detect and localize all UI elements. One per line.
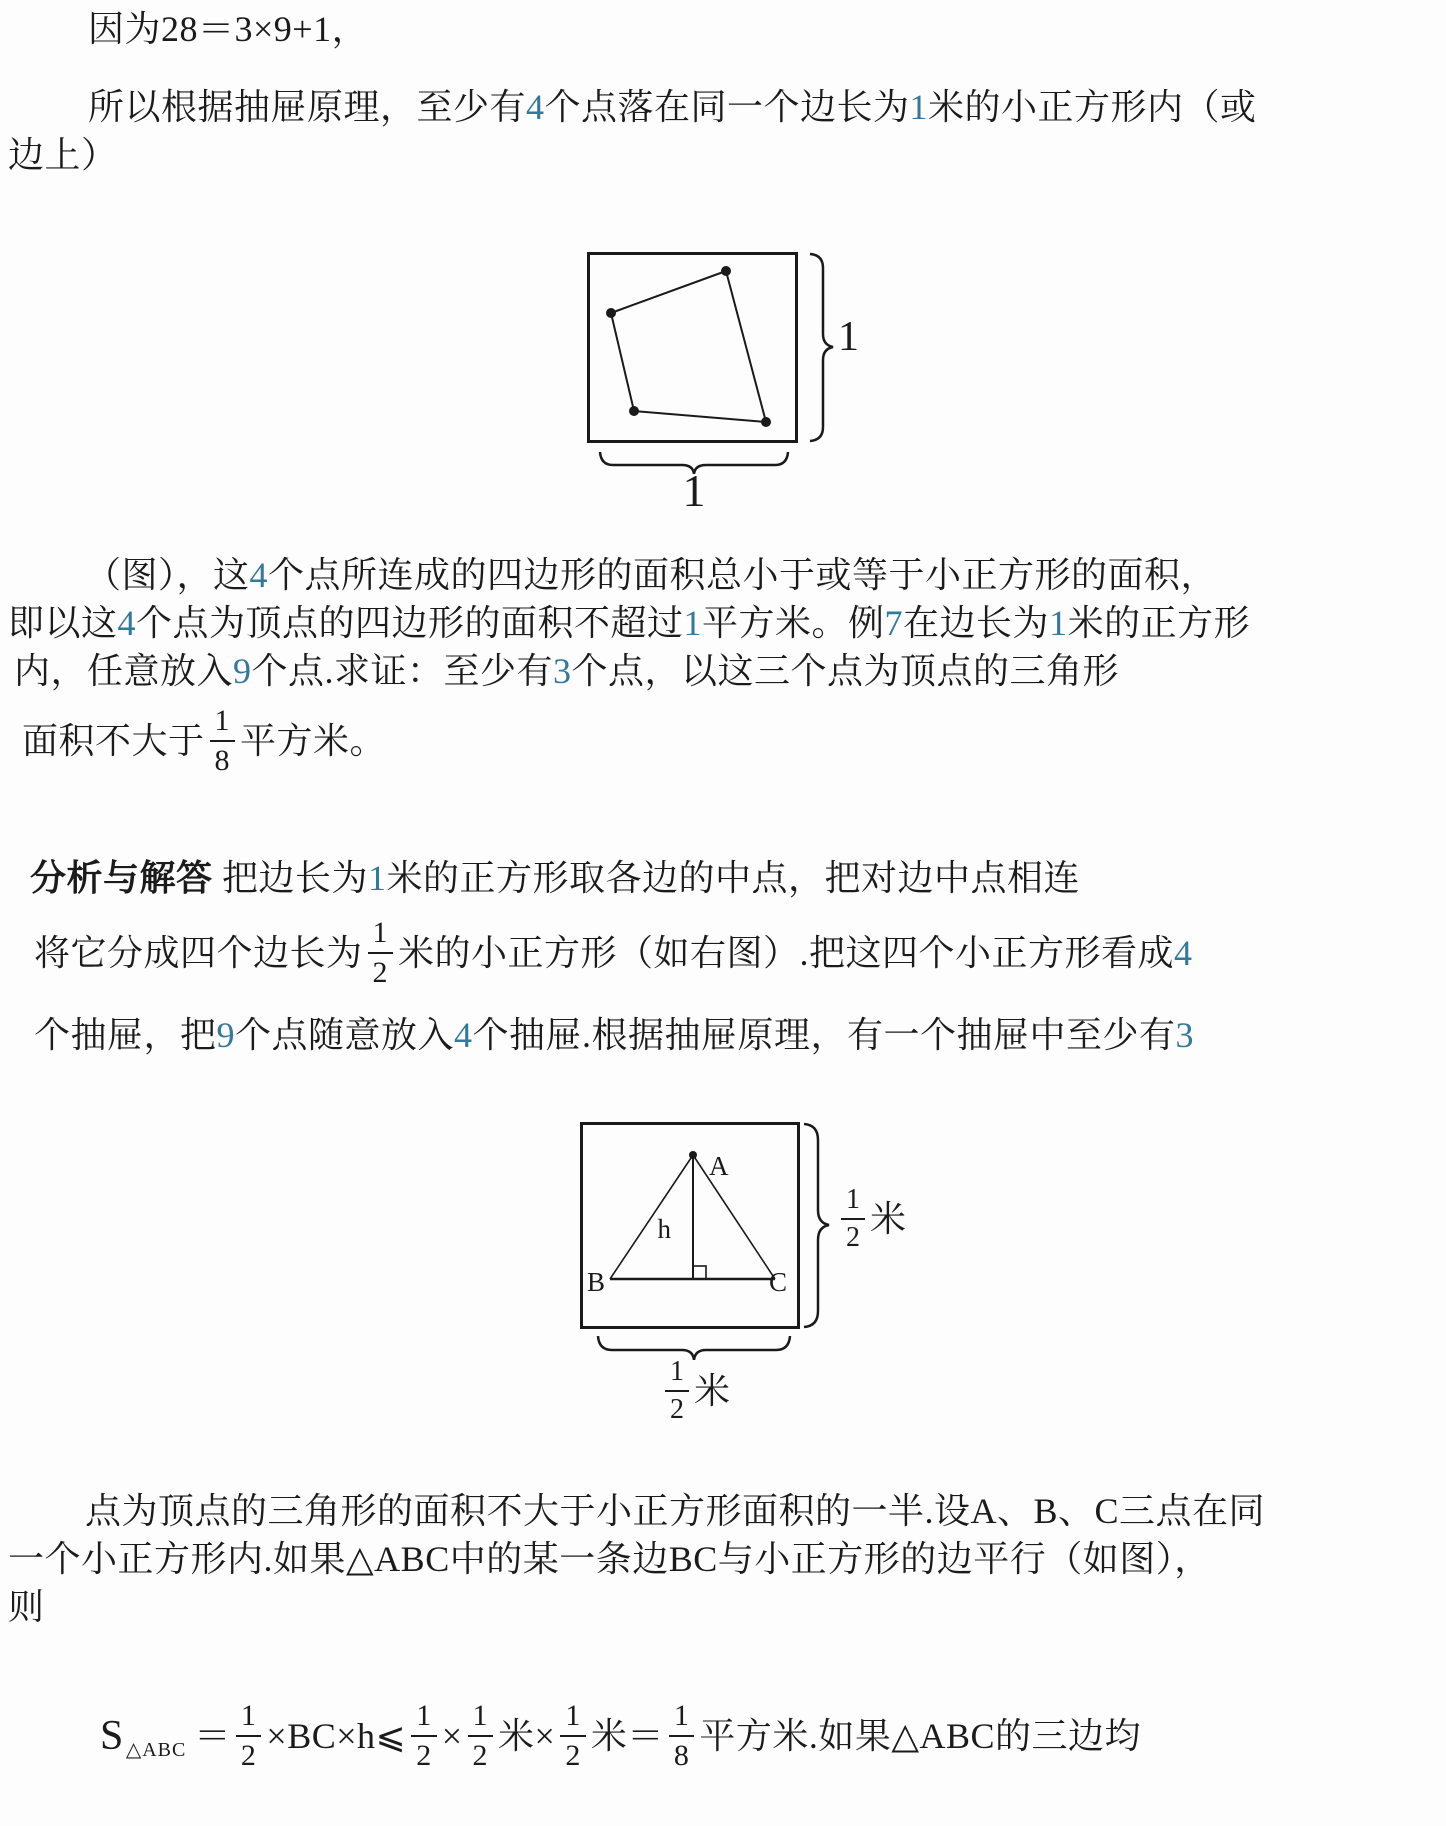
fraction <box>468 1701 494 1771</box>
text-run: 米的小正方形内（或 <box>928 87 1257 127</box>
text-run: 所以根据抽屉原理，至少有 <box>88 87 527 127</box>
text-run: 边上） <box>8 135 118 175</box>
quad-point-bottom-right <box>761 417 771 427</box>
fig2-bottom-fraction <box>665 1358 689 1424</box>
text-run: 把边长为 <box>212 858 369 898</box>
text-run: 面积不大于 <box>22 721 205 761</box>
text-run: ×BC×h⩽ <box>266 1716 407 1756</box>
para2-line4 <box>22 700 386 782</box>
fraction-numerator: 1 <box>372 916 389 949</box>
fig2-side-frac-num: 1 <box>846 1184 860 1215</box>
text-run: 因为28＝3×9+1， <box>88 9 369 49</box>
para3-line3 <box>8 1584 45 1630</box>
text-run: 一个小正方形内.如果△ABC中的某一条边BC与小正方形的边平行（如图）， <box>8 1539 1211 1579</box>
text-run: 个点随意放入 <box>235 1015 455 1055</box>
fraction-numerator: 1 <box>240 1699 257 1732</box>
triangle-side-ac <box>693 1155 775 1279</box>
text-run: 平方米。例 <box>702 603 885 643</box>
fraction-denominator: 8 <box>669 1735 695 1771</box>
highlighted-number: 3 <box>553 651 572 691</box>
square-outline <box>587 252 798 443</box>
highlighted-number: 3 <box>1175 1015 1195 1055</box>
label-height-h: h <box>657 1214 671 1244</box>
text-run: 个点.求证：至少有 <box>251 651 554 691</box>
quadrilateral-drawing <box>590 255 795 440</box>
fraction <box>236 1701 262 1771</box>
text-run: 个点所连成的四边形的面积总小于或等于小正方形的面积， <box>268 555 1218 595</box>
text-run: 则 <box>8 1587 45 1627</box>
text-run: 个点，以这三个点为顶点的三角形 <box>571 651 1120 691</box>
fraction-denominator: 2 <box>560 1735 586 1771</box>
text-run: 个抽屉，把 <box>34 1015 217 1055</box>
text-run: × <box>441 1716 463 1756</box>
highlighted-number: 1 <box>1049 603 1068 643</box>
fraction <box>411 1701 437 1771</box>
para3-line1 <box>85 1488 1265 1534</box>
fraction <box>210 706 236 776</box>
text-run: 米的小正方形（如右图）.把这四个小正方形看成 <box>398 933 1175 973</box>
text-run: 个点落在同一个边长为 <box>544 87 910 127</box>
right-brace-fig2 <box>802 1122 830 1329</box>
fraction-denominator: 2 <box>468 1735 494 1771</box>
fig2-bottom-unit: 米 <box>693 1371 730 1411</box>
label-vertex-a: A <box>709 1151 729 1181</box>
fraction-denominator: 2 <box>236 1735 262 1771</box>
quad-point-left <box>606 308 616 318</box>
fig2-side-length-label <box>836 1186 906 1252</box>
quad-point-bottom-left <box>629 406 639 416</box>
highlighted-number: 4 <box>526 87 545 127</box>
highlighted-number: 4 <box>249 555 269 595</box>
text-run: 米的正方形 <box>1067 603 1251 643</box>
para1-line1 <box>88 84 1257 130</box>
fraction <box>669 1701 695 1771</box>
para2-line3 <box>14 648 1119 694</box>
fig2-side-frac-den: 2 <box>841 1218 865 1252</box>
fraction-numerator: 1 <box>673 1699 690 1732</box>
fig1-bottom-length-label: 1 <box>682 465 706 516</box>
fraction <box>368 918 394 988</box>
text-run: 点为顶点的三角形的面积不大于小正方形面积的一半.设A、B、C三点在同 <box>85 1491 1266 1531</box>
text-run: 将它分成四个边长为 <box>34 933 363 973</box>
fig2-bottom-frac-den: 2 <box>665 1390 689 1424</box>
highlighted-number: 1 <box>683 603 703 643</box>
highlighted-number: 4 <box>117 603 137 643</box>
fig2-side-fraction <box>841 1186 865 1252</box>
apex-point <box>689 1151 697 1159</box>
analysis-line2 <box>34 903 1193 1003</box>
highlighted-number: 9 <box>233 651 252 691</box>
bottom-brace-fig2 <box>596 1336 792 1360</box>
text-run: 平方米。 <box>240 721 387 761</box>
analysis-line1 <box>30 855 1080 901</box>
fraction <box>560 1701 586 1771</box>
fraction-denominator: 8 <box>210 740 236 776</box>
text-run: ＝ <box>194 1716 231 1756</box>
math-subscript: △ABC <box>125 1739 187 1761</box>
fraction-numerator: 1 <box>214 704 231 737</box>
highlighted-number: 7 <box>884 603 904 643</box>
text-run: 即以这 <box>8 603 118 643</box>
label-vertex-b: B <box>587 1267 606 1297</box>
highlighted-number: 9 <box>216 1015 236 1055</box>
square-outline-2 <box>580 1122 800 1329</box>
fig2-bottom-length-label <box>620 1358 770 1424</box>
fraction-numerator: 1 <box>472 1699 488 1732</box>
analysis-line3 <box>34 1012 1194 1058</box>
para2-line2 <box>8 600 1250 646</box>
fraction-numerator: 1 <box>565 1699 581 1732</box>
right-brace-fig1 <box>808 252 834 443</box>
para3-line2 <box>8 1536 1211 1582</box>
fig2-side-unit: 米 <box>870 1199 907 1239</box>
text-run: （图），这 <box>85 555 250 595</box>
text-run: 内，任意放入 <box>14 651 234 691</box>
text-run: 米× <box>498 1716 556 1756</box>
fig1-side-length-label: 1 <box>838 314 859 360</box>
quadrilateral-shape <box>611 271 766 422</box>
fig2-bottom-frac-num: 1 <box>669 1356 684 1387</box>
right-angle-marker <box>693 1266 706 1279</box>
text-run: 米的正方形取各边的中点，把对边中点相连 <box>386 858 1081 898</box>
highlighted-number: 1 <box>368 858 387 898</box>
para2-line1 <box>85 552 1217 598</box>
label-vertex-c: C <box>769 1267 788 1297</box>
text-run: 在边长为 <box>903 603 1050 643</box>
fraction-numerator: 1 <box>416 1699 432 1732</box>
triangle-drawing <box>583 1125 797 1326</box>
fraction-denominator: 2 <box>368 952 394 988</box>
bold-heading: 分析与解答 <box>30 858 213 898</box>
text-run: 个抽屉.根据抽屉原理，有一个抽屉中至少有 <box>472 1015 1176 1055</box>
formula-line <box>100 1686 1141 1786</box>
highlighted-number: 4 <box>1174 933 1193 973</box>
text-run: 平方米.如果△ABC的三边均 <box>699 1716 1142 1756</box>
highlighted-number: 1 <box>909 87 929 127</box>
math-variable: S <box>100 1713 124 1759</box>
line-because <box>88 6 368 52</box>
text-run: 个点为顶点的四边形的面积不超过 <box>136 603 684 643</box>
triangle-side-ab <box>610 1155 693 1279</box>
quad-point-top <box>721 266 731 276</box>
highlighted-number: 4 <box>454 1015 473 1055</box>
fraction-denominator: 2 <box>411 1735 437 1771</box>
text-run: 米＝ <box>590 1716 664 1756</box>
para1-line2 <box>8 132 118 178</box>
